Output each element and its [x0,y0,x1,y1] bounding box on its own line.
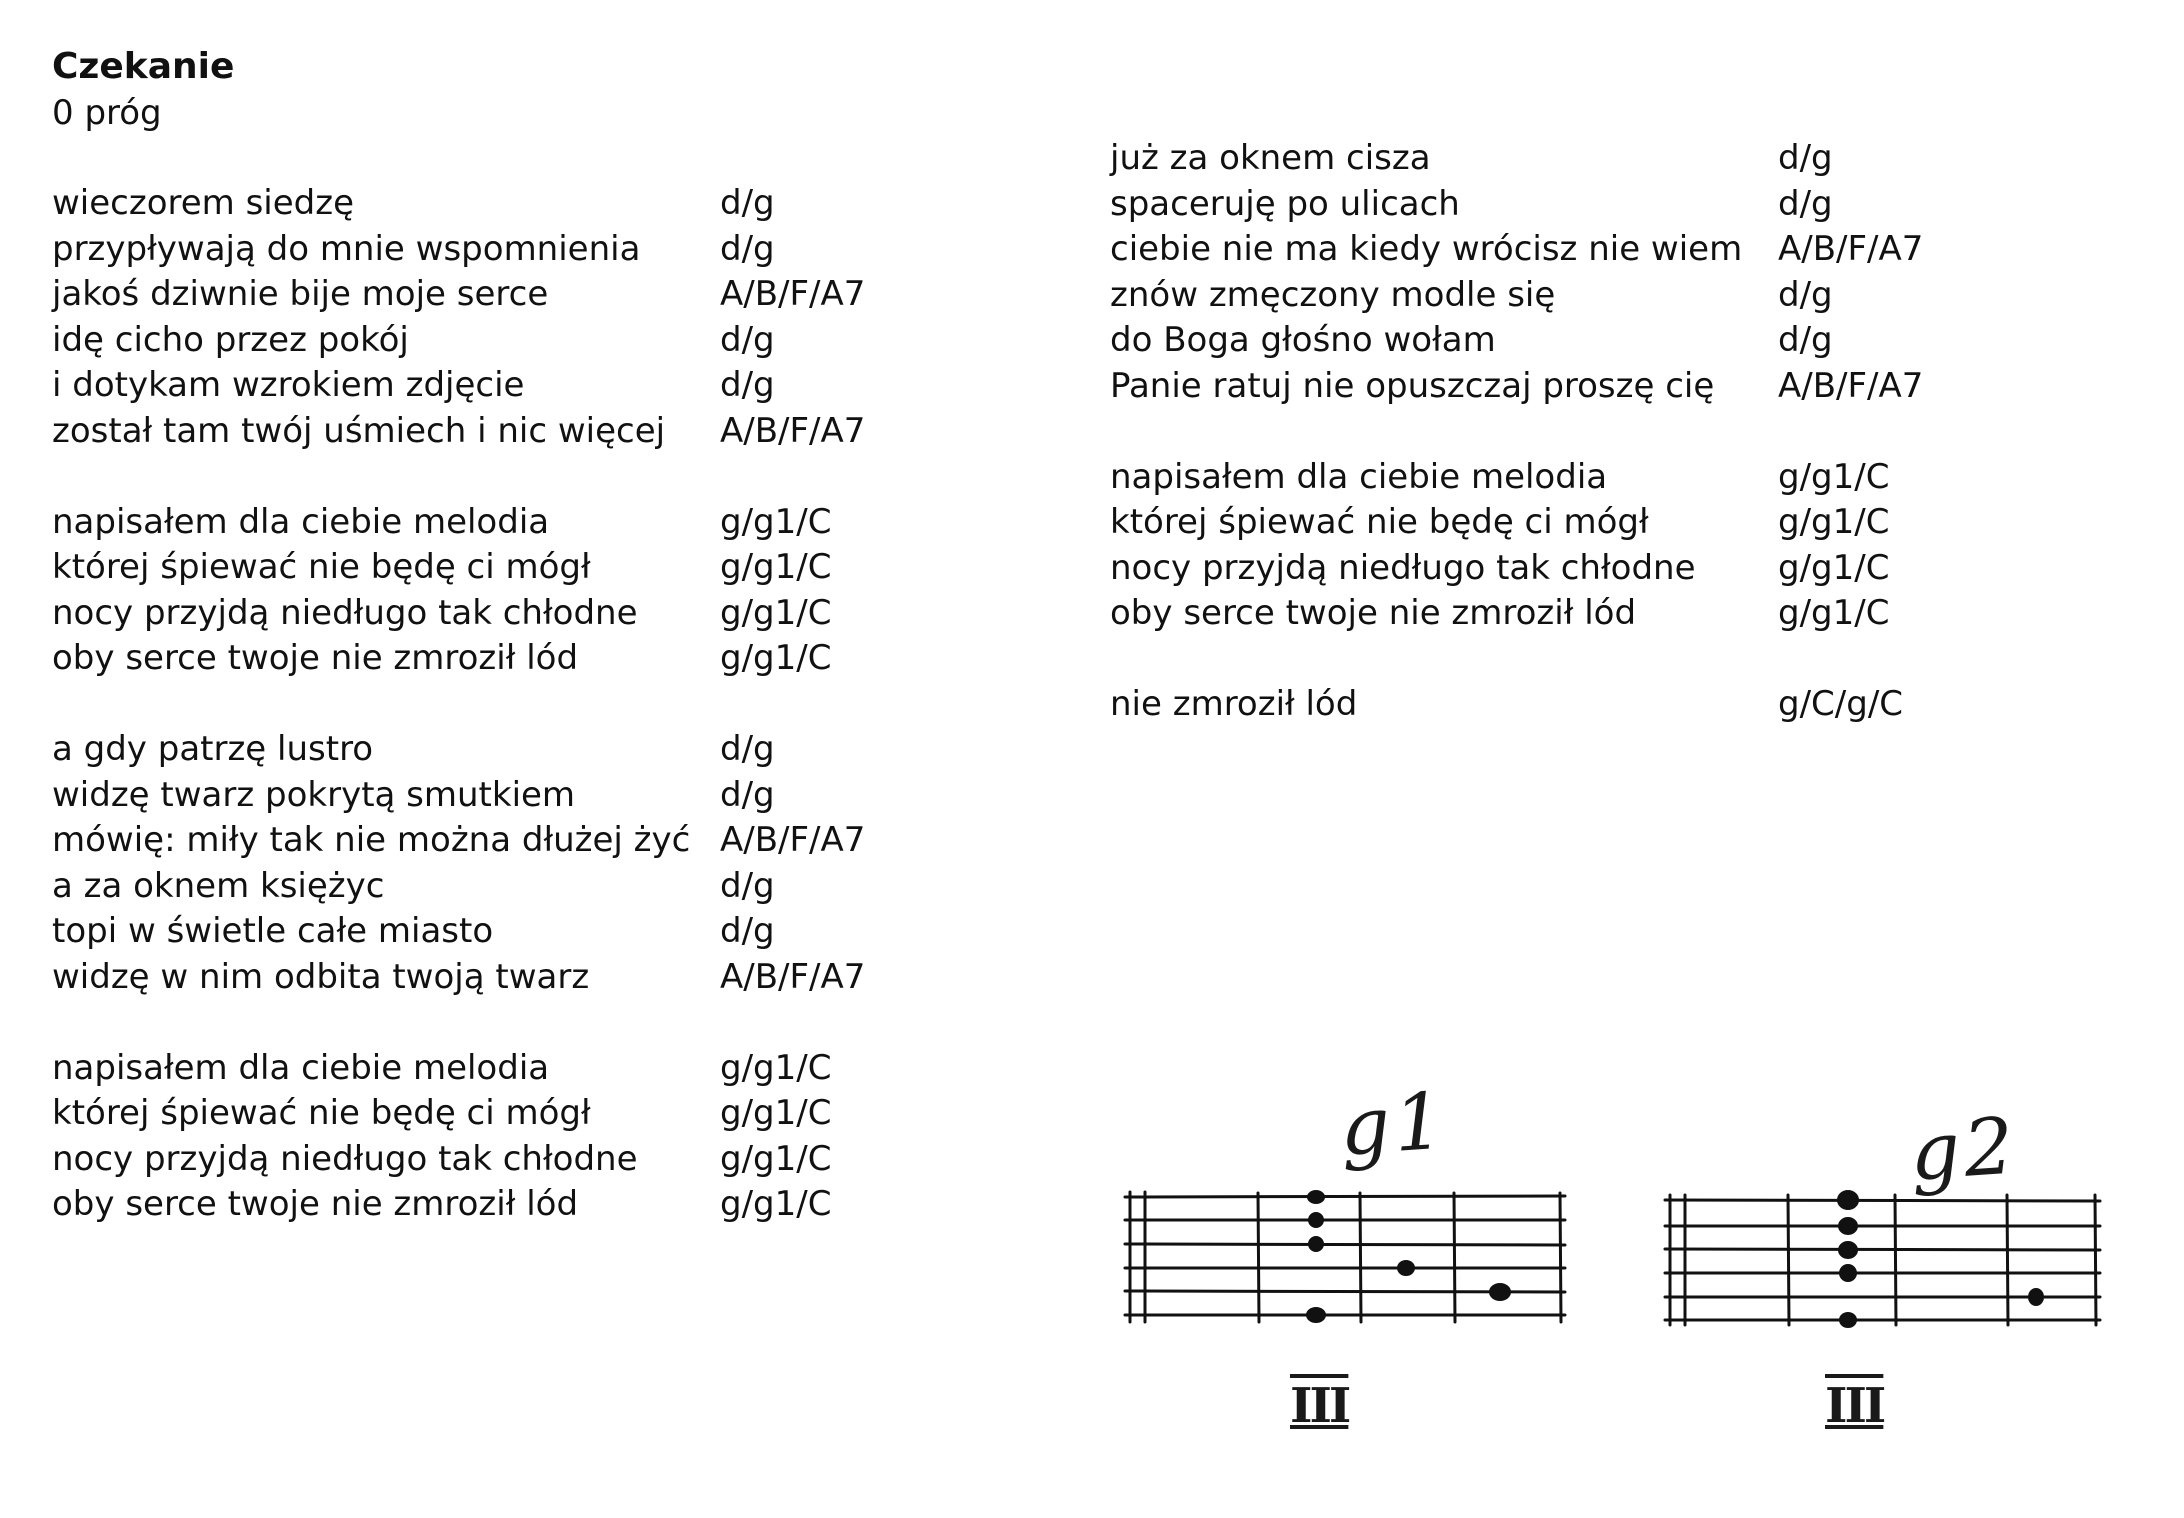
chord-symbol: g/g1/C [720,1184,832,1224]
lyric-line [52,818,1052,864]
chord-diagram-g2 [1660,1060,2120,1460]
stanza [52,727,1052,1000]
lyric-text: wieczorem siedzę [52,183,355,223]
stanza [1110,136,2150,409]
lyric-line [52,1091,1052,1137]
lyric-text: i dotykam wzrokiem zdjęcie [52,365,525,405]
lyric-text: znów zmęczony modle się [1110,274,1556,315]
chord-diagram-g1 [1120,1060,1600,1460]
fretboard-sketch [1120,1060,1600,1460]
lyric-text: idę cicho przez pokój [52,319,409,360]
chord-symbol: A/B/F/A7 [720,956,866,997]
chord-symbol: d/g [720,911,775,951]
chord-symbol: g/g1/C [720,592,832,633]
lyric-text: której śpiewać nie będę ci mógł [52,1093,591,1133]
song-capo-note: 0 próg [52,93,162,133]
lyric-line [1110,455,2150,501]
chord-symbol: g/g1/C [720,547,832,587]
chord-symbol: d/g [1778,274,1833,315]
stanza [1110,455,2150,637]
stanza [52,1046,1052,1228]
fretboard-sketch [1660,1060,2120,1460]
lyric-text: przypływają do mnie wspomnienia [52,228,641,269]
stanza [52,500,1052,682]
lyric-text: widzę w nim odbita twoją twarz [52,956,590,997]
lyric-line [1110,546,2150,592]
lyric-text: spaceruję po ulicach [1110,183,1460,224]
chord-symbol: g/C/g/C [1778,684,1904,724]
lyric-line [1110,364,2150,410]
chord-symbol: d/g [720,865,775,906]
lyric-line [52,727,1052,773]
chord-diagram-name: g1 [1336,1076,1451,1174]
chord-symbol: d/g [720,228,775,269]
lyric-line [1110,136,2150,182]
lyric-line [52,363,1052,409]
lyrics-column-right [1110,136,2150,773]
chord-symbol: d/g [1778,320,1833,360]
lyric-line [52,909,1052,955]
lyric-text: Panie ratuj nie opuszczaj proszę cię [1110,365,1715,406]
lyric-text: nocy przyjdą niedługo tak chłodne [52,592,638,633]
lyric-text: oby serce twoje nie zmroził lód [52,1184,579,1224]
lyric-line [52,318,1052,364]
stanza [52,181,1052,454]
lyric-line [1110,500,2150,546]
lyric-line [1110,273,2150,319]
lyric-text: której śpiewać nie będę ci mógł [1110,502,1649,542]
chord-symbol: g/g1/C [720,1093,832,1133]
lyric-line [52,773,1052,819]
lyric-text: widzę twarz pokrytą smutkiem [52,774,576,815]
chord-symbol: g/g1/C [720,1138,832,1179]
chord-symbol: A/B/F/A7 [720,410,866,451]
lyric-text: nie zmroził lód [1110,684,1358,724]
chord-symbol: g/g1/C [720,1047,832,1088]
chord-symbol: g/g1/C [1778,547,1890,588]
lyric-text: został tam twój uśmiech i nic więcej [52,410,666,451]
lyric-line [52,1182,1052,1228]
lyric-text: jakoś dziwnie bije moje serce [52,274,549,314]
chord-symbol: d/g [720,319,775,360]
lyric-text: której śpiewać nie będę ci mógł [52,547,591,587]
lyric-text: topi w świetle całe miasto [52,911,494,951]
lyric-line [52,409,1052,455]
lyric-line [1110,227,2150,273]
chord-symbol: d/g [1778,183,1833,224]
lyric-text: a gdy patrzę lustro [52,729,374,769]
lyric-line [52,272,1052,318]
lyric-line [52,500,1052,546]
lyric-text: już za oknem cisza [1110,138,1431,178]
song-title: Czekanie [52,46,235,87]
chord-symbol: A/B/F/A7 [1778,365,1924,406]
lyric-text: do Boga głośno wołam [1110,320,1496,360]
chord-symbol: g/g1/C [1778,456,1890,497]
chord-symbol: g/g1/C [720,501,832,542]
chord-diagram-fret: III [1825,1378,1884,1434]
lyric-text: oby serce twoje nie zmroził lód [1110,593,1637,633]
stanza [1110,682,2150,728]
lyric-text: napisałem dla ciebie melodia [52,1047,550,1088]
lyric-line [1110,318,2150,364]
lyric-text: ciebie nie ma kiedy wrócisz nie wiem [1110,229,1743,269]
lyric-line [52,181,1052,227]
chord-symbol: A/B/F/A7 [1778,229,1924,269]
chord-symbol: g/g1/C [720,638,832,678]
chord-symbol: d/g [720,365,775,405]
lyric-line [52,591,1052,637]
lyric-text: oby serce twoje nie zmroził lód [52,638,579,678]
chord-symbol: d/g [720,183,775,223]
lyric-line [52,1137,1052,1183]
chord-symbol: A/B/F/A7 [720,820,866,860]
lyric-line [52,545,1052,591]
lyric-line [52,955,1052,1001]
lyric-text: nocy przyjdą niedługo tak chłodne [1110,547,1696,588]
chord-diagram-name: g2 [1906,1101,2021,1199]
lyric-line [52,864,1052,910]
lyric-text: napisałem dla ciebie melodia [52,501,550,542]
lyric-text: napisałem dla ciebie melodia [1110,456,1608,497]
lyric-line [1110,682,2150,728]
lyric-line [1110,591,2150,637]
lyric-text: nocy przyjdą niedługo tak chłodne [52,1138,638,1179]
lyric-line [52,1046,1052,1092]
lyric-line [1110,182,2150,228]
lyric-line [52,636,1052,682]
lyric-text: mówię: miły tak nie można dłużej żyć [52,820,691,860]
chord-symbol: d/g [720,774,775,815]
chord-symbol: g/g1/C [1778,593,1890,633]
chord-symbol: g/g1/C [1778,502,1890,542]
lyrics-column-left [52,181,1052,1273]
chord-diagram-fret: III [1290,1378,1349,1434]
chord-symbol: d/g [1778,138,1833,178]
chord-symbol: A/B/F/A7 [720,274,866,314]
lyric-text: a za oknem księżyc [52,865,385,906]
lyric-line [52,227,1052,273]
chord-symbol: d/g [720,729,775,769]
